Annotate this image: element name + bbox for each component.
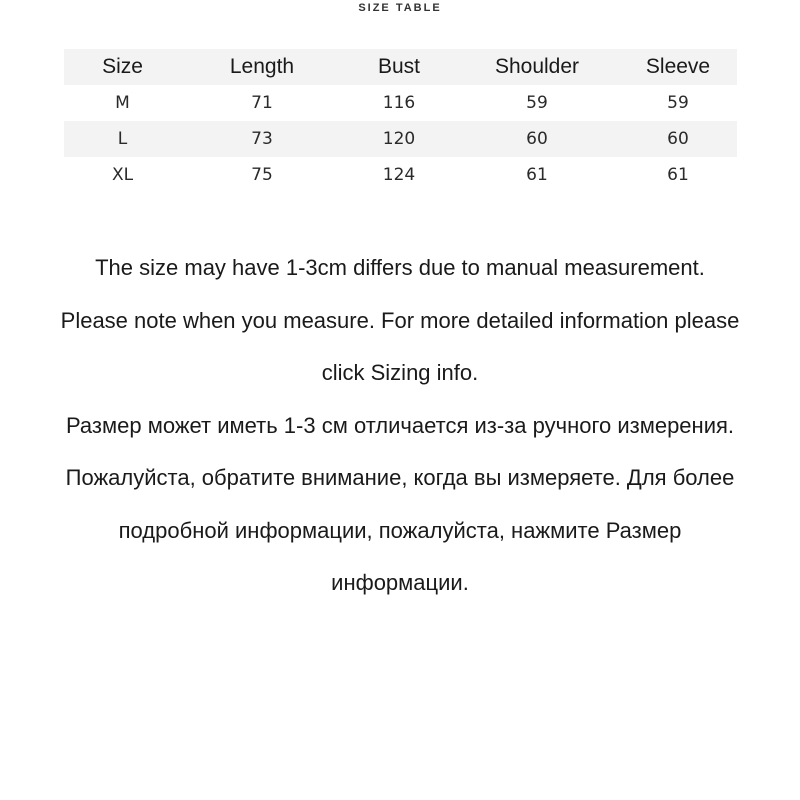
cell-sleeve: 61 <box>667 165 689 185</box>
cell-length: 73 <box>181 121 343 157</box>
header-bust: Bust <box>343 49 455 85</box>
cell-shoulder: 60 <box>455 121 619 157</box>
size-notes <box>60 242 740 610</box>
table-row <box>64 85 737 121</box>
header-size: Size <box>64 49 181 85</box>
header-length: Length <box>181 49 343 85</box>
size-table-title: SIZE TABLE <box>358 2 442 14</box>
cell-bust: 120 <box>343 121 455 157</box>
table-header-row <box>64 49 737 85</box>
header-sleeve: Sleeve <box>619 49 737 85</box>
cell-shoulder: 61 <box>526 165 548 185</box>
note-english: The size may have 1-3cm differs due to manual measurement. Please note when you measure. For more detailed information please click Sizing info. <box>60 255 740 385</box>
note-russian: Размер может иметь 1-3 см отличается из-за ручного измерения. Пожалуйста, обратите внимание, когда вы измеряете. Для более подробной информации, пожалуйста, нажмите Размер информации. <box>65 412 735 595</box>
size-table <box>64 49 737 193</box>
cell-sleeve: 59 <box>667 93 689 113</box>
cell-size: M <box>115 93 130 113</box>
cell-length: 75 <box>251 165 273 185</box>
cell-shoulder: 59 <box>526 93 548 113</box>
cell-size: L <box>64 121 181 157</box>
cell-length: 71 <box>251 93 273 113</box>
cell-bust: 116 <box>382 93 416 113</box>
table-row <box>64 121 737 157</box>
cell-bust: 124 <box>382 165 416 185</box>
header-shoulder: Shoulder <box>455 49 619 85</box>
cell-size: XL <box>111 165 134 185</box>
cell-sleeve: 60 <box>619 121 737 157</box>
table-row <box>64 157 737 193</box>
